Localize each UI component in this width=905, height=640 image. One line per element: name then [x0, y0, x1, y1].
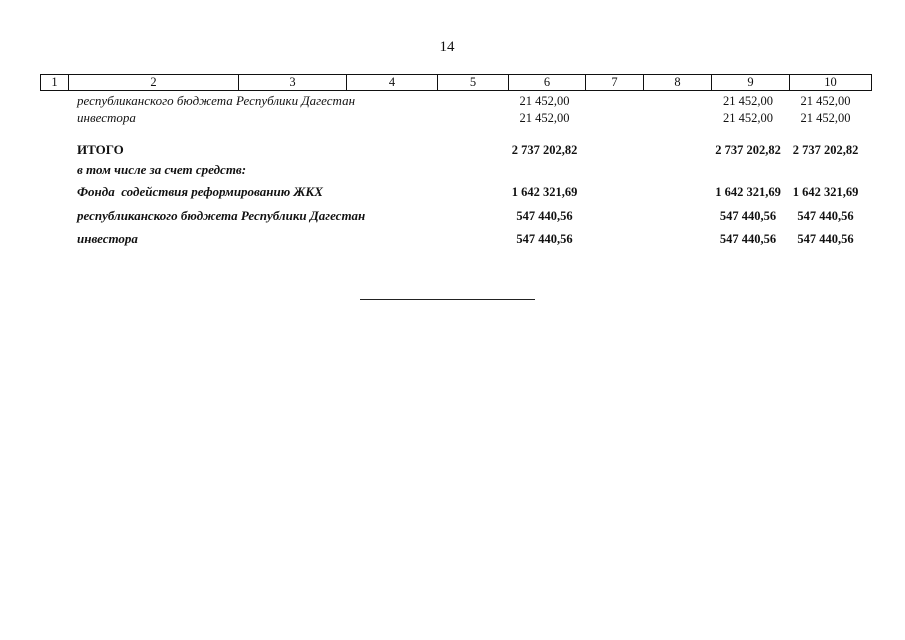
total-value-col9: 2 737 202,82: [715, 143, 781, 157]
row-value-col6: 547 440,56: [516, 232, 573, 246]
row-value-col6: 21 452,00: [519, 111, 570, 125]
subtotal-caption: в том числе за счет средств:: [77, 162, 247, 177]
header-cell-9: 9: [711, 75, 789, 90]
row-value-col10: 547 440,56: [797, 232, 854, 246]
row-value-col9: 21 452,00: [723, 111, 773, 125]
header-cell-10: 10: [789, 75, 872, 90]
row-value-col6: 21 452,00: [519, 94, 570, 108]
header-cell-5: 5: [437, 75, 508, 90]
table-row: [0, 231, 905, 247]
header-cell-6: 6: [508, 75, 585, 90]
table-row: [0, 184, 905, 200]
row-label: республиканского бюджета Республики Дагестан: [77, 208, 366, 223]
header-cell-7: 7: [585, 75, 643, 90]
row-value-col6: 1 642 321,69: [511, 185, 578, 199]
row-value-col9: 21 452,00: [723, 94, 773, 108]
row-value-col9: 547 440,56: [719, 232, 777, 246]
header-cell-2: 2: [68, 75, 238, 90]
table-header-row: [40, 74, 872, 91]
total-value-col6: 2 737 202,82: [511, 143, 578, 157]
row-value-col10: 21 452,00: [800, 111, 851, 125]
table-row: [0, 110, 905, 126]
header-cell-1: 1: [40, 75, 68, 90]
row-value-col9: 1 642 321,69: [715, 185, 781, 199]
row-value-col6: 547 440,56: [516, 209, 573, 223]
row-label: республиканского бюджета Республики Дагестан: [77, 93, 356, 108]
table-row: [0, 93, 905, 109]
subtotal-caption-row: [0, 162, 905, 178]
row-label: Фонда содействия реформированию ЖКХ: [77, 184, 323, 199]
table-row: [0, 208, 905, 224]
row-value-col10: 21 452,00: [800, 94, 851, 108]
header-cell-4: 4: [346, 75, 437, 90]
row-value-col10: 1 642 321,69: [792, 185, 859, 199]
page-number: 14: [439, 39, 455, 55]
header-cell-3: 3: [238, 75, 346, 90]
row-value-col9: 547 440,56: [719, 209, 777, 223]
total-label: ИТОГО: [77, 142, 124, 157]
total-value-col10: 2 737 202,82: [792, 143, 859, 157]
row-label: инвестора: [77, 231, 138, 246]
separator-line: [360, 299, 535, 300]
row-value-col10: 547 440,56: [797, 209, 854, 223]
row-label: инвестора: [77, 110, 136, 125]
header-cell-8: 8: [643, 75, 711, 90]
total-row: [0, 142, 905, 158]
